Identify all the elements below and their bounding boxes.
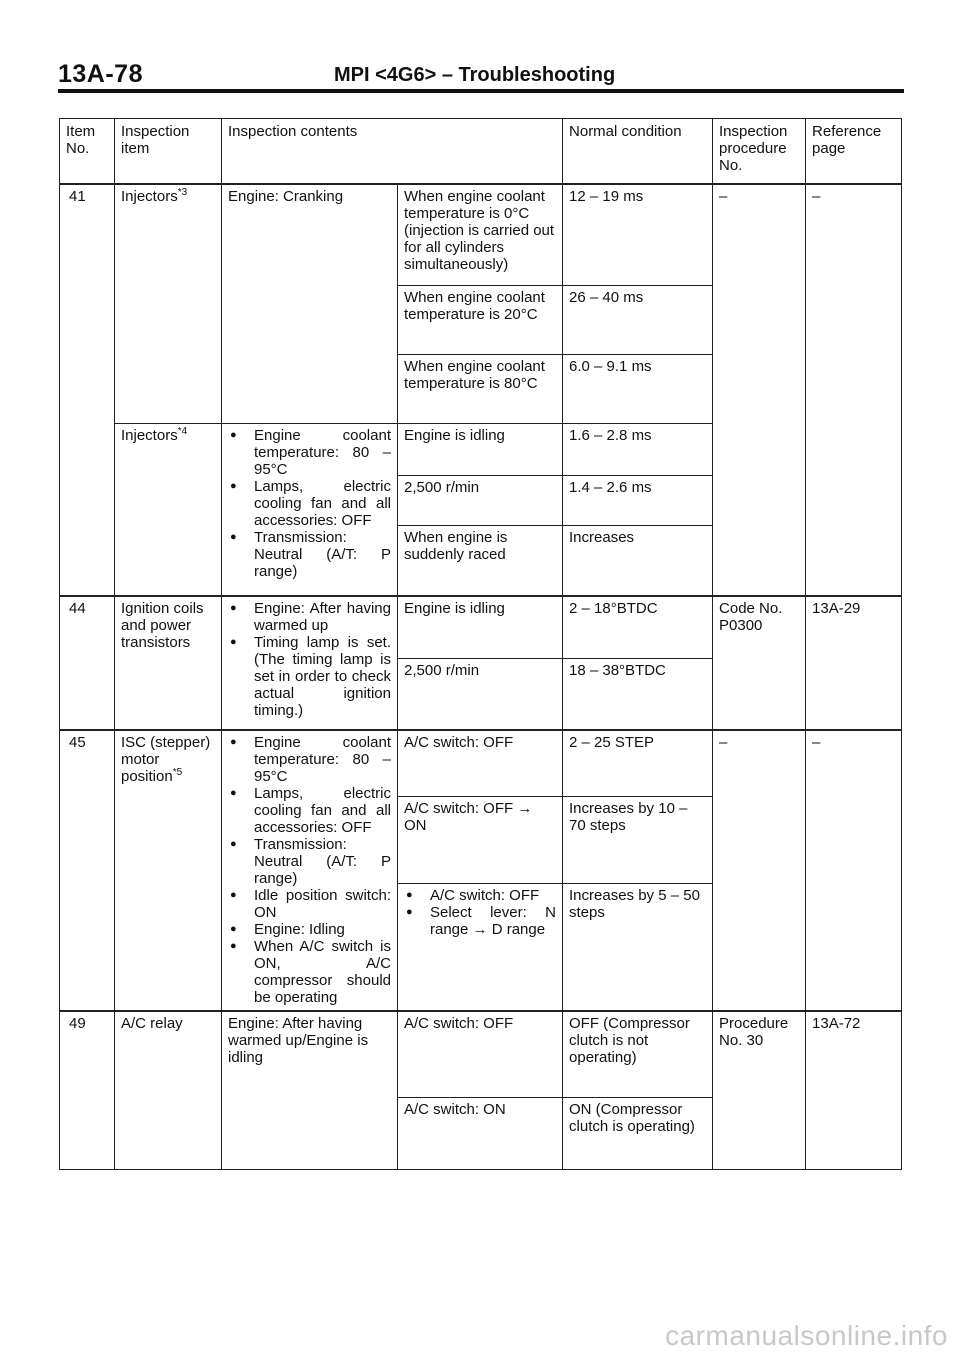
- col-header-inspection-procedure: Inspection procedure No.: [713, 119, 806, 185]
- inspection-contents: Engine: After having warmed up/Engine is idling: [222, 1011, 398, 1169]
- normal-condition: Increases by 5 – 50 steps: [563, 884, 713, 1011]
- contents-bullet: ● Idle position switch: ON: [228, 887, 391, 921]
- col-header-normal-condition: Normal condition: [563, 119, 713, 185]
- condition-when: Engine is idling: [398, 596, 563, 658]
- header-rule: [58, 89, 904, 93]
- item-no: 49: [60, 1011, 115, 1169]
- inspection-item: ISC (stepper) motor position$^{*5}$: [115, 730, 222, 1011]
- normal-condition: 1.4 – 2.6 ms: [563, 475, 713, 525]
- col-header-item-no: Item No.: [60, 119, 115, 185]
- inspection-contents: [222, 730, 398, 1011]
- inspection-procedure: –: [713, 730, 806, 1011]
- condition-bullet: ● Select lever: N range → D range: [404, 904, 556, 938]
- col-header-inspection-contents: Inspection contents: [222, 119, 563, 185]
- normal-condition: 26 – 40 ms: [563, 285, 713, 354]
- condition-when: When engine coolant temperature is 80°C: [398, 354, 563, 423]
- reference-page: –: [806, 184, 902, 596]
- table-row: [60, 184, 902, 285]
- inspection-procedure: –: [713, 184, 806, 596]
- inspection-item: Injectors$^{*4}$: [115, 423, 222, 596]
- contents-bullet: ● Engine coolant temperature: 80 – 95°C: [228, 734, 391, 785]
- contents-bullet: ● Engine: Idling: [228, 921, 391, 938]
- contents-bullet: ● Transmission: Neutral (A/T: P range): [228, 836, 391, 887]
- table-row: [60, 1011, 902, 1097]
- page-number: 13A-78: [58, 60, 143, 88]
- condition-when: 2,500 r/min: [398, 658, 563, 730]
- inspection-contents: Engine: Cranking: [222, 184, 398, 423]
- table-row: [60, 596, 902, 658]
- item-no: 44: [60, 596, 115, 730]
- page-header: [58, 56, 904, 96]
- contents-bullet: ● When A/C switch is ON, A/C compressor should be operating: [228, 938, 391, 1006]
- item-group-45: [60, 730, 902, 1011]
- troubleshooting-table: [59, 118, 902, 1170]
- condition-when: When engine is suddenly raced: [398, 525, 563, 596]
- condition-when: 2,500 r/min: [398, 475, 563, 525]
- reference-page: 13A-29: [806, 596, 902, 730]
- normal-condition: 2 – 18°BTDC: [563, 596, 713, 658]
- condition-when: When engine coolant temperature is 0°C (injection is carried out for all cylinders simultaneously): [398, 184, 563, 285]
- normal-condition: 6.0 – 9.1 ms: [563, 354, 713, 423]
- page-title: MPI <4G6> – Troubleshooting: [334, 64, 616, 86]
- condition-when: When engine coolant temperature is 20°C: [398, 285, 563, 354]
- normal-condition: 2 – 25 STEP: [563, 730, 713, 797]
- item-no: 45: [60, 730, 115, 1011]
- condition-when: A/C switch: OFF → ON: [398, 797, 563, 884]
- contents-bullet: ● Lamps, electric cooling fan and all accessories: OFF: [228, 478, 391, 529]
- condition-when: [398, 884, 563, 1011]
- normal-condition: ON (Compressor clutch is operating): [563, 1097, 713, 1169]
- normal-condition: 12 – 19 ms: [563, 184, 713, 285]
- col-header-reference-page: Reference page: [806, 119, 902, 185]
- inspection-contents: [222, 596, 398, 730]
- reference-page: –: [806, 730, 902, 1011]
- col-header-inspection-item: Inspection item: [115, 119, 222, 185]
- condition-when: A/C switch: OFF: [398, 1011, 563, 1097]
- condition-when: A/C switch: ON: [398, 1097, 563, 1169]
- inspection-procedure: Code No. P0300: [713, 596, 806, 730]
- watermark: carmanualsonline.info: [665, 1320, 948, 1351]
- item-no: 41: [60, 184, 115, 596]
- normal-condition: Increases: [563, 525, 713, 596]
- contents-bullet: ● Lamps, electric cooling fan and all accessories: OFF: [228, 785, 391, 836]
- contents-bullet: ● Engine coolant temperature: 80 – 95°C: [228, 427, 391, 478]
- inspection-procedure: Procedure No. 30: [713, 1011, 806, 1169]
- condition-bullet: ● A/C switch: OFF: [404, 887, 556, 904]
- item-group-41: [60, 184, 902, 596]
- inspection-item: Injectors$^{*3}$: [115, 184, 222, 423]
- table-row: [60, 730, 902, 797]
- reference-page: 13A-72: [806, 1011, 902, 1169]
- contents-bullet: ● Timing lamp is set. (The timing lamp is set in order to check actual ignition timing.): [228, 634, 391, 719]
- inspection-contents: [222, 423, 398, 596]
- contents-bullet: ● Transmission: Neutral (A/T: P range): [228, 529, 391, 580]
- condition-when: A/C switch: OFF: [398, 730, 563, 797]
- contents-bullet: ● Engine: After having warmed up: [228, 600, 391, 634]
- item-group-44: [60, 596, 902, 730]
- inspection-item: A/C relay: [115, 1011, 222, 1169]
- table-header-row: [60, 119, 902, 185]
- item-group-49: [60, 1011, 902, 1169]
- condition-when: Engine is idling: [398, 423, 563, 475]
- normal-condition: Increases by 10 – 70 steps: [563, 797, 713, 884]
- normal-condition: 18 – 38°BTDC: [563, 658, 713, 730]
- inspection-item: Ignition coils and power transistors: [115, 596, 222, 730]
- normal-condition: OFF (Compressor clutch is not operating): [563, 1011, 713, 1097]
- normal-condition: 1.6 – 2.8 ms: [563, 423, 713, 475]
